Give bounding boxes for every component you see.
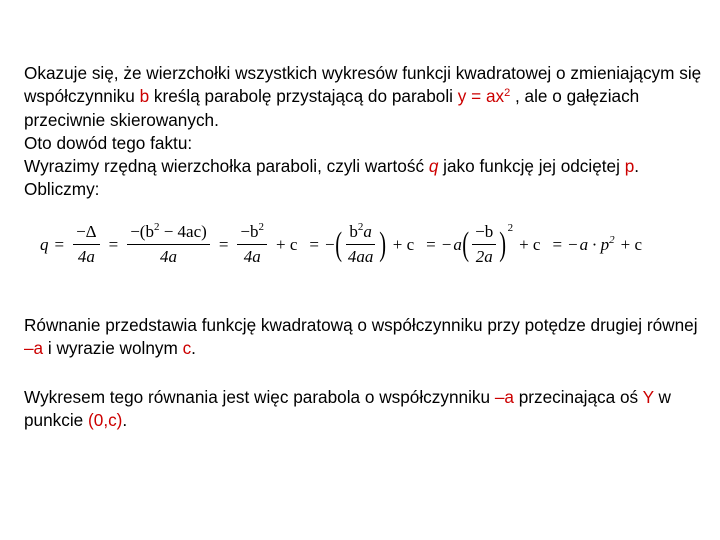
text: Okazuje się, że wierzchołki wszystkich wykresów funkcji kwadratowej o zmieniającym się współczynniku bbox=[24, 63, 702, 107]
equals: = bbox=[552, 234, 563, 254]
formula-q: q bbox=[40, 234, 49, 254]
highlight-neg-a: –a bbox=[24, 338, 44, 359]
text: kreślą parabolę przystającą do paraboli bbox=[149, 86, 458, 107]
highlight-Y: Y bbox=[642, 387, 654, 407]
coef-a: a bbox=[453, 234, 462, 254]
highlight-parabola-eq bbox=[458, 86, 510, 106]
exponent: 2 bbox=[357, 221, 364, 233]
highlight-neg-a: –a bbox=[494, 387, 514, 407]
cdot-p: · p bbox=[592, 234, 610, 254]
text: jako funkcję jej odciętej bbox=[438, 156, 625, 177]
final-paragraph bbox=[24, 386, 704, 433]
highlight-p: p bbox=[624, 156, 635, 177]
vertex-formula bbox=[40, 222, 648, 267]
highlight-b: b bbox=[139, 86, 150, 107]
text: w punkcie bbox=[24, 387, 671, 431]
num-part: −(b bbox=[130, 222, 154, 241]
text: , ale o gałęziach przeciwnie skierowanych. bbox=[24, 86, 640, 130]
numerator bbox=[127, 222, 210, 245]
denominator: 4a bbox=[160, 247, 178, 266]
coef-a: a bbox=[579, 234, 589, 254]
text: . bbox=[122, 410, 128, 431]
numerator bbox=[472, 222, 496, 245]
denominator: 4a bbox=[77, 247, 95, 266]
num-part: − 4ac) bbox=[159, 222, 207, 241]
text: Oto dowód tego faktu: bbox=[24, 132, 193, 153]
left-paren: ( bbox=[334, 225, 342, 263]
text: Wyrazimy rzędną wierzchołka paraboli, czyli wartość bbox=[24, 156, 429, 177]
fraction-b-2a bbox=[472, 222, 496, 267]
equals: = bbox=[309, 234, 319, 254]
numerator: −Δ bbox=[73, 222, 100, 245]
equals: = bbox=[108, 234, 119, 254]
denominator: 4a bbox=[243, 247, 261, 266]
minus: − bbox=[441, 234, 452, 254]
exponent: 2 bbox=[609, 233, 615, 246]
highlight-q: q bbox=[428, 156, 439, 177]
times-p bbox=[592, 235, 615, 255]
intro-paragraph bbox=[24, 62, 704, 202]
paren-group bbox=[335, 222, 387, 267]
fraction-b2a bbox=[345, 222, 377, 267]
right-paren: ) bbox=[499, 225, 507, 263]
left-paren: ( bbox=[462, 225, 469, 263]
text: . Obliczmy: bbox=[24, 156, 640, 200]
num-part: a bbox=[363, 222, 372, 241]
num-part: −b bbox=[240, 222, 259, 241]
text: przecinająca oś bbox=[513, 387, 643, 407]
exponent: 2 bbox=[258, 221, 264, 233]
equals: = bbox=[218, 234, 229, 254]
fraction-expanded bbox=[127, 222, 210, 267]
numerator bbox=[346, 222, 375, 245]
highlight-c: c bbox=[182, 338, 192, 359]
text: i wyrazie wolnym bbox=[43, 338, 183, 359]
equals: = bbox=[54, 234, 65, 254]
plus-c: + c bbox=[392, 234, 415, 254]
fraction-b2 bbox=[237, 222, 267, 267]
outer-exponent: 2 bbox=[507, 222, 514, 234]
text: Wykresem tego równania jest więc parabola o współczynniku bbox=[24, 387, 495, 407]
num-part: b bbox=[349, 222, 358, 241]
equals: = bbox=[426, 234, 436, 254]
minus: − bbox=[568, 234, 578, 254]
right-paren: ) bbox=[379, 225, 387, 263]
plus-c: + c bbox=[620, 234, 643, 254]
exponent: 2 bbox=[504, 87, 511, 100]
highlight-point: (0,c) bbox=[88, 410, 123, 431]
text: . bbox=[191, 338, 196, 359]
text: Równanie przedstawia funkcję kwadratową o współczynniku przy potędze drugiej równej bbox=[24, 315, 698, 335]
fraction-delta bbox=[73, 222, 100, 267]
denominator: 2a bbox=[475, 247, 493, 266]
plus-c: + c bbox=[519, 234, 541, 254]
eq-text: y = ax bbox=[457, 86, 505, 107]
conclusion-paragraph bbox=[24, 314, 704, 361]
plus-c: + c bbox=[276, 234, 298, 254]
num-part: −b bbox=[475, 222, 494, 241]
paren-group-squared bbox=[462, 222, 513, 267]
exponent: 2 bbox=[153, 221, 160, 233]
minus: − bbox=[324, 234, 335, 254]
denominator: 4aa bbox=[347, 247, 374, 266]
numerator bbox=[237, 222, 267, 245]
